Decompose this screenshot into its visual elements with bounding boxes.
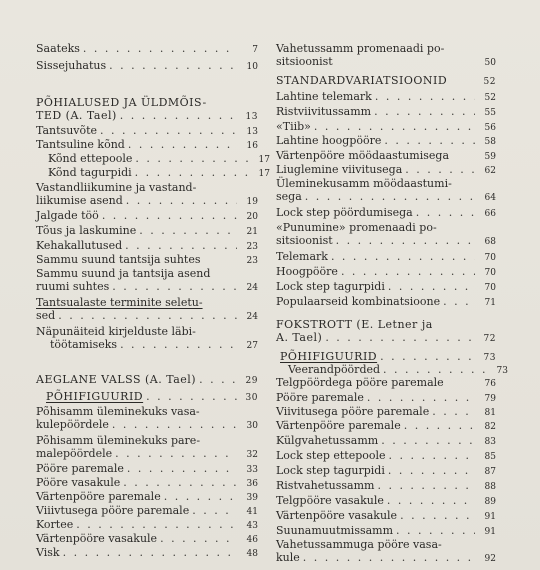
toc-entry: Värtenpööre paremale . . . 39	[36, 490, 258, 505]
toc-entry: Kortee . . . 43	[36, 518, 258, 533]
toc-entry: Sammu suund tantsija suhtes 23	[36, 253, 258, 266]
toc-entry: «Tiib» . . . 56	[276, 120, 496, 135]
toc-entry: Populaarseid kombinatsioone . . . 71	[276, 295, 496, 310]
toc-entry: Tantsuline kõnd . . . 16	[36, 138, 258, 153]
toc-entry: Visk . . . 48	[36, 546, 258, 561]
toc-entry: Ristviivitussamm . . . 55	[276, 105, 496, 120]
toc-entry: Suunamuutmissamm . . . 91	[276, 524, 496, 539]
toc-entry: Telgpöördega pööre paremale 76	[276, 376, 496, 389]
toc-entry: Külgvahetussamm . . . 83	[276, 434, 496, 449]
toc-entry: Pööre paremale . . . 33	[36, 462, 258, 477]
toc-entry: Värtenpööre vasakule . . . 46	[36, 532, 258, 547]
toc-entry: Saateks . . . 7	[36, 42, 258, 57]
toc-entry: Jalgade töö . . . 20	[36, 209, 258, 224]
toc-section-heading: PÕHIALUSED JA ÜLDMÕIS- TED (A. Tael) . . . 13	[36, 96, 258, 124]
toc-subheading: PÕHIFIGUURID . . . 73	[276, 350, 496, 365]
toc-entry: «Punumine» promenaadi po- sitsioonist . . . 68	[276, 221, 496, 249]
toc-entry: Pööre paremale . . . 79	[276, 391, 496, 406]
toc-entry: Põhisamm üleminekuks pare- malepöördele . . . 32	[36, 434, 258, 462]
toc-entry: Tantsualaste terminite seletu- sed . . . 24	[36, 296, 258, 324]
toc-entry: Kõnd ettepoole . . . 17	[36, 152, 270, 167]
toc-entry: Ristvahetussamm . . . 88	[276, 479, 496, 494]
toc-entry: Kehakallutused . . . 23	[36, 239, 258, 254]
toc-entry: Värtenpööre paremale . . . 82	[276, 419, 496, 434]
toc-entry: Telemark . . . 70	[276, 250, 496, 265]
toc-entry: Pööre vasakule . . . 36	[36, 476, 258, 491]
toc-entry: Värtenpööre möödaastumisega 59	[276, 149, 496, 162]
toc-entry: Lahtine hoogpööre . . . 58	[276, 134, 496, 149]
toc-section-heading: FOKSTROTT (E. Letner ja A. Tael) . . . 72	[276, 318, 496, 346]
toc-entry: Vahetussamm promenaadi po- sitsioonist 50	[276, 42, 496, 68]
toc-subheading: PÕHIFIGUURID . . . 30	[36, 390, 258, 405]
toc-entry: Vastandliikumine ja vastand- liikumise asend . . . 19	[36, 181, 258, 209]
toc-entry: Telgpööre vasakule . . . 89	[276, 494, 496, 509]
toc-entry: Põhisamm üleminekuks vasa- kulepöördele . . . 30	[36, 405, 258, 433]
toc-entry: Veerandpöörded . . . 73	[276, 363, 508, 378]
toc-entry: Lock step pöördumisega . . . 66	[276, 206, 496, 221]
toc-entry: Vahetussammuga pööre vasa- kule . . . 92	[276, 538, 496, 566]
toc-entry: Hoogpööre . . . 70	[276, 265, 496, 280]
toc-entry: Üleminekusamm möödaastumi- sega . . . 64	[276, 177, 496, 205]
toc-entry: Lock step ettepoole . . . 85	[276, 449, 496, 464]
toc-entry: Liuglemine viivitusega . . . 62	[276, 163, 496, 178]
toc-entry: Sammu suund ja tantsija asend ruumi suhtes . . . 24	[36, 267, 258, 295]
toc-entry: Tantsuvõte . . . 13	[36, 124, 258, 139]
toc-entry: Lock step tagurpidi . . . 87	[276, 464, 496, 479]
toc-entry: Lahtine telemark . . . 52	[276, 90, 496, 105]
toc-entry: Sissejuhatus . . . 10	[36, 59, 258, 74]
toc-section-heading: AEGLANE VALSS (A. Tael) . . . 29	[36, 373, 258, 388]
toc-entry: Näpunäiteid kirjelduste läbi- töötamiseks . . . 27	[36, 325, 258, 353]
toc-entry: Viiivtusega pööre paremale . . . 41	[36, 504, 258, 519]
toc-entry: Viivitusega pööre paremale . . . 81	[276, 405, 496, 420]
toc-entry: Lock step tagurpidi . . . 70	[276, 280, 496, 295]
toc-entry: Tõus ja laskumine . . . 21	[36, 224, 258, 239]
toc-entry: Kõnd tagurpidi . . . 17	[36, 166, 270, 181]
toc-section-heading: STANDARDVARIATSIOONID 52	[276, 74, 496, 87]
toc-entry: Värtenpööre vasakule . . . 91	[276, 509, 496, 524]
